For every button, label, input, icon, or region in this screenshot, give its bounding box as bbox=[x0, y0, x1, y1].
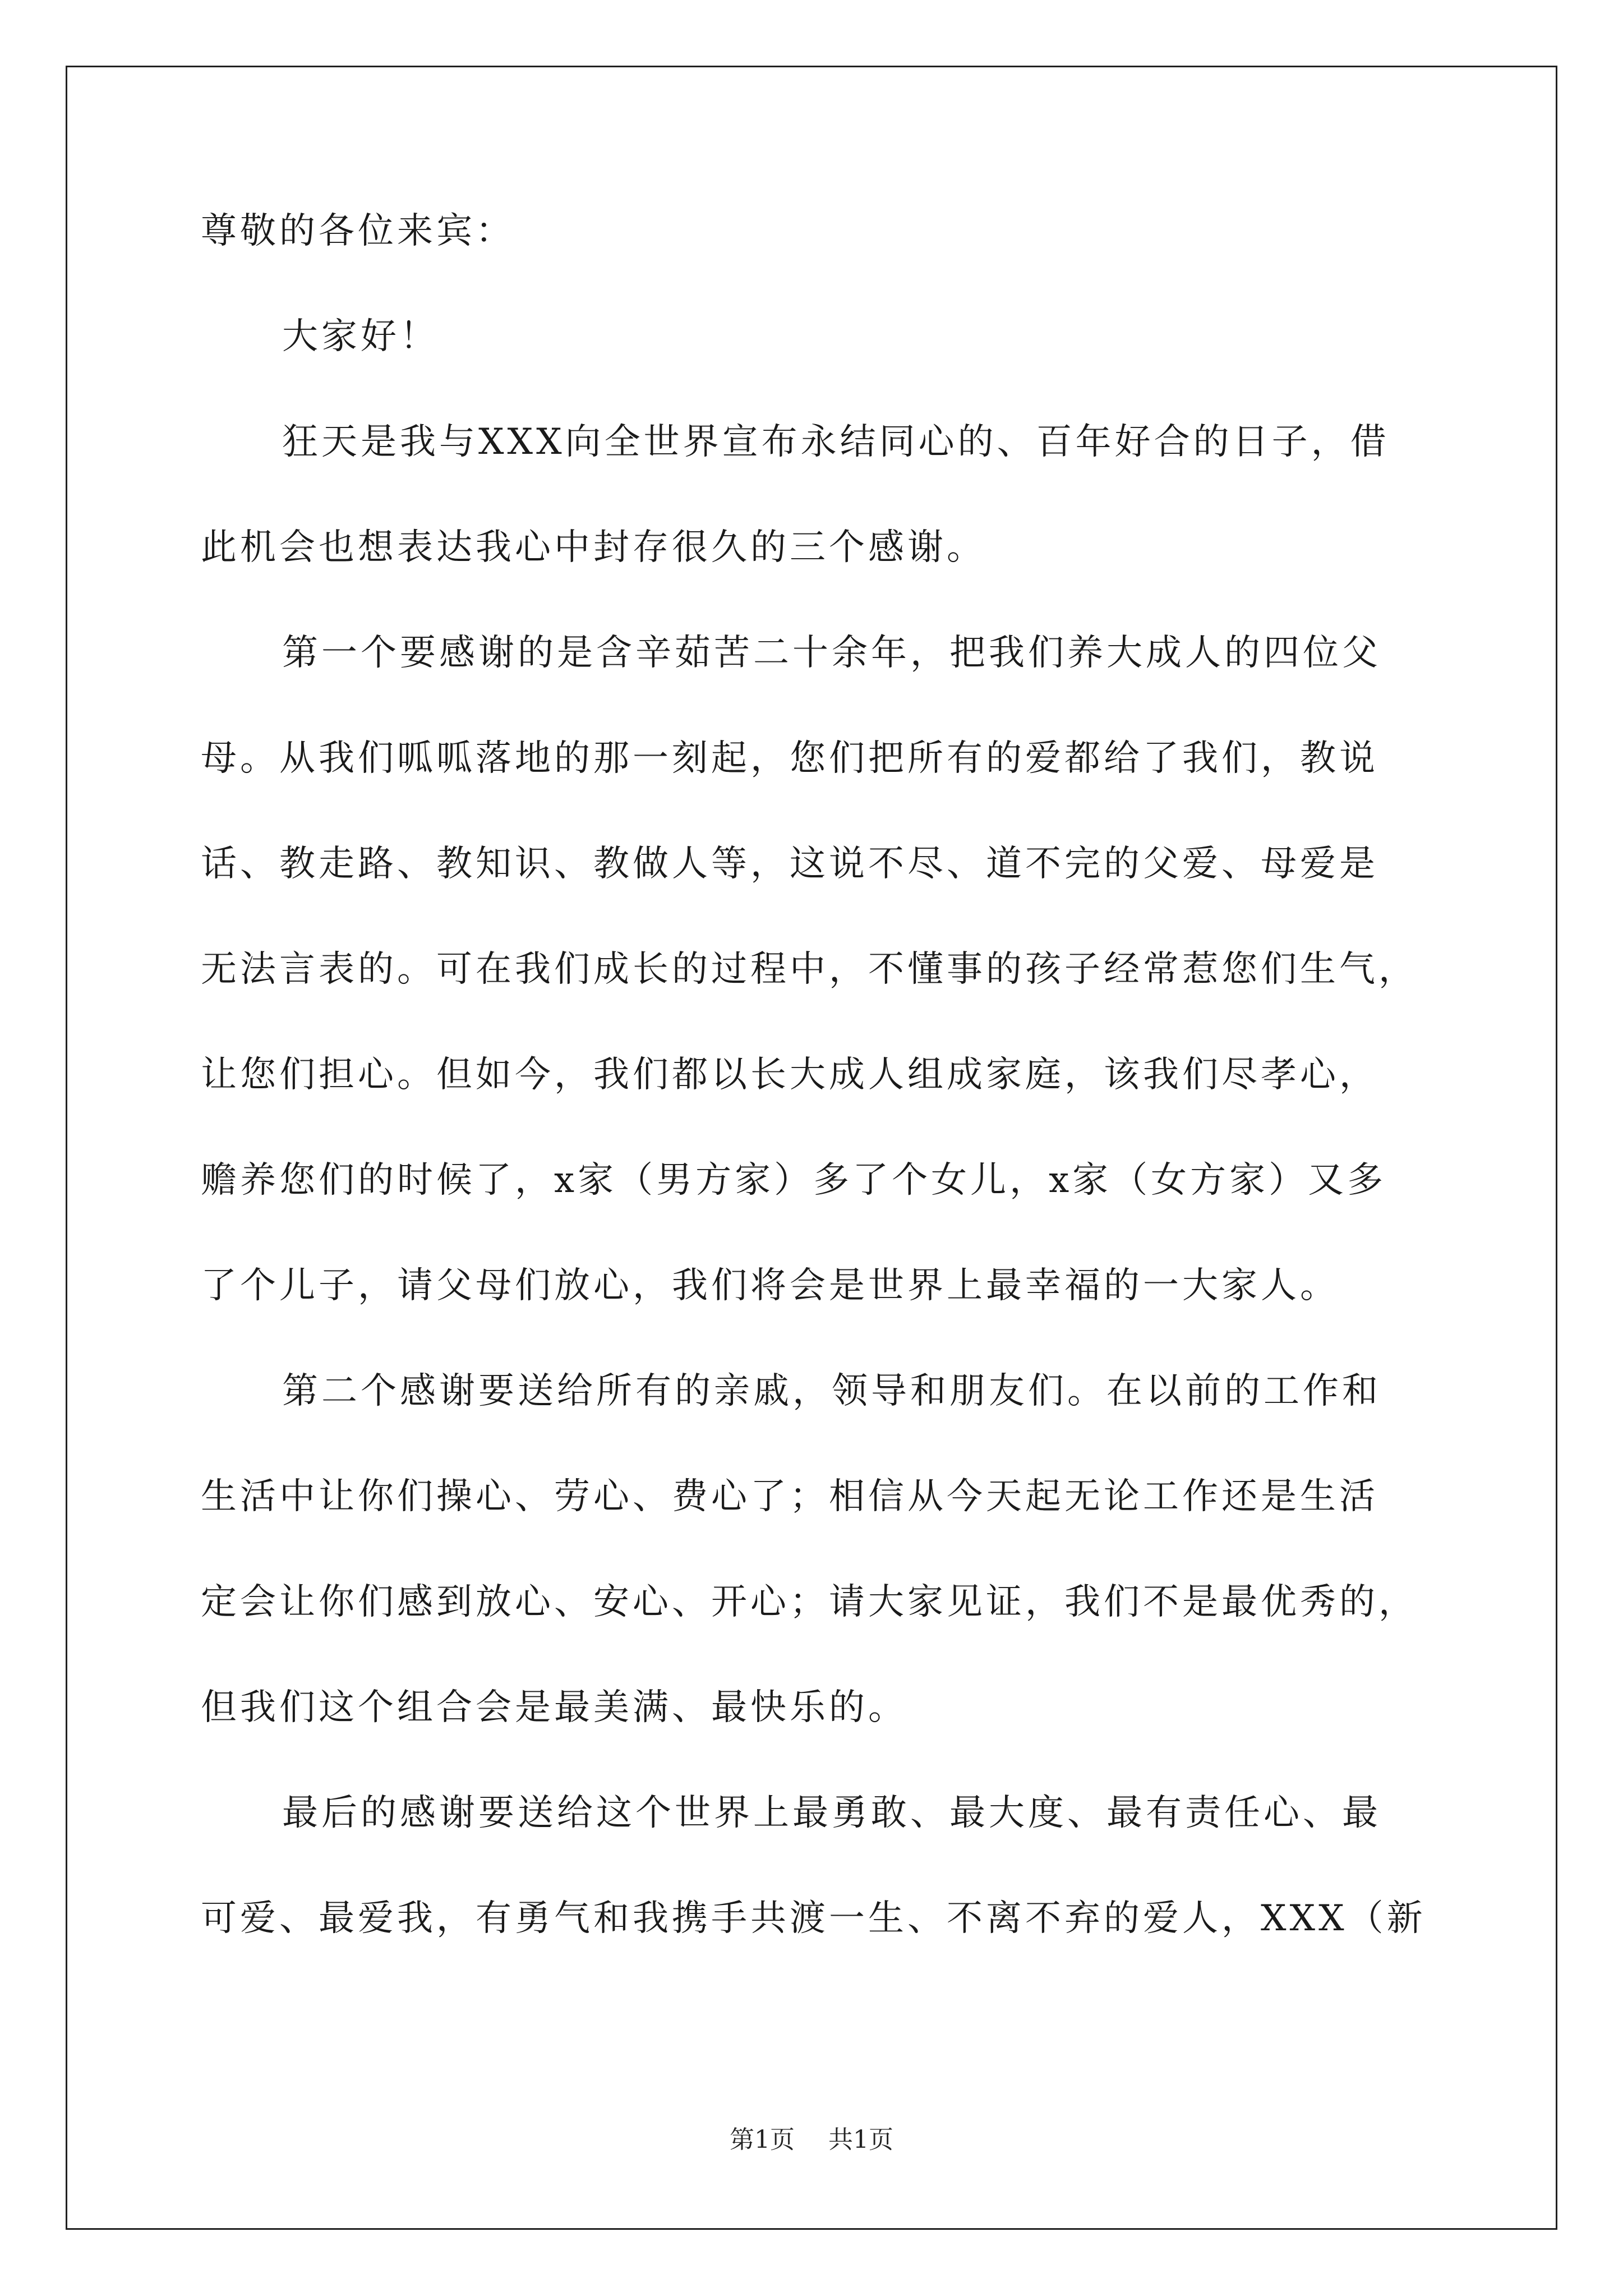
salutation: 尊敬的各位来宾： bbox=[201, 210, 515, 252]
paragraph-line: 母。从我们呱呱落地的那一刻起，您们把所有的爱都给了我们，教说 bbox=[201, 738, 1378, 779]
page-footer bbox=[0, 2126, 1623, 2154]
paragraph-line: 狂天是我与XXX向全世界宣布永结同心的、百年好合的日子，借 bbox=[282, 421, 1390, 463]
paragraph-line: 可爱、最爱我，有勇气和我携手共渡一生、不离不弃的爱人，XXX（新 bbox=[201, 1898, 1426, 1939]
paragraph-line: 让您们担心。但如今，我们都以长大成人组成家庭，该我们尽孝心， bbox=[201, 1054, 1378, 1096]
paragraph-line: 赡养您们的时候了，x家（男方家）多了个女儿，x家（女方家）又多 bbox=[201, 1159, 1387, 1201]
paragraph-line: 了个儿子，请父母们放心，我们将会是世界上最幸福的一大家人。 bbox=[201, 1265, 1339, 1306]
paragraph-line: 此机会也想表达我心中封存很久的三个感谢。 bbox=[201, 527, 986, 568]
paragraph-line: 最后的感谢要送给这个世界上最勇敢、最大度、最有责任心、最 bbox=[282, 1792, 1381, 1834]
document-body bbox=[201, 210, 1426, 2006]
paragraph-line: 生活中让你们操心、劳心、费心了；相信从今天起无论工作还是生活 bbox=[201, 1476, 1378, 1517]
paragraph-line: 无法言表的。可在我们成长的过程中，不懂事的孩子经常惹您们生气， bbox=[201, 949, 1418, 990]
paragraph-line: 第二个感谢要送给所有的亲戚，领导和朋友们。在以前的工作和 bbox=[282, 1370, 1381, 1412]
paragraph-line: 但我们这个组合会是最美满、最快乐的。 bbox=[201, 1687, 907, 1728]
page-number: 第1页 bbox=[730, 2125, 795, 2154]
page-total: 共1页 bbox=[828, 2125, 893, 2154]
greeting: 大家好！ bbox=[282, 316, 439, 357]
paragraph-line: 第一个要感谢的是含辛茹苦二十余年，把我们养大成人的四位父 bbox=[282, 632, 1381, 674]
paragraph-line: 话、教走路、教知识、教做人等，这说不尽、道不完的父爱、母爱是 bbox=[201, 843, 1378, 885]
paragraph-line: 定会让你们感到放心、安心、开心；请大家见证，我们不是最优秀的， bbox=[201, 1581, 1418, 1623]
